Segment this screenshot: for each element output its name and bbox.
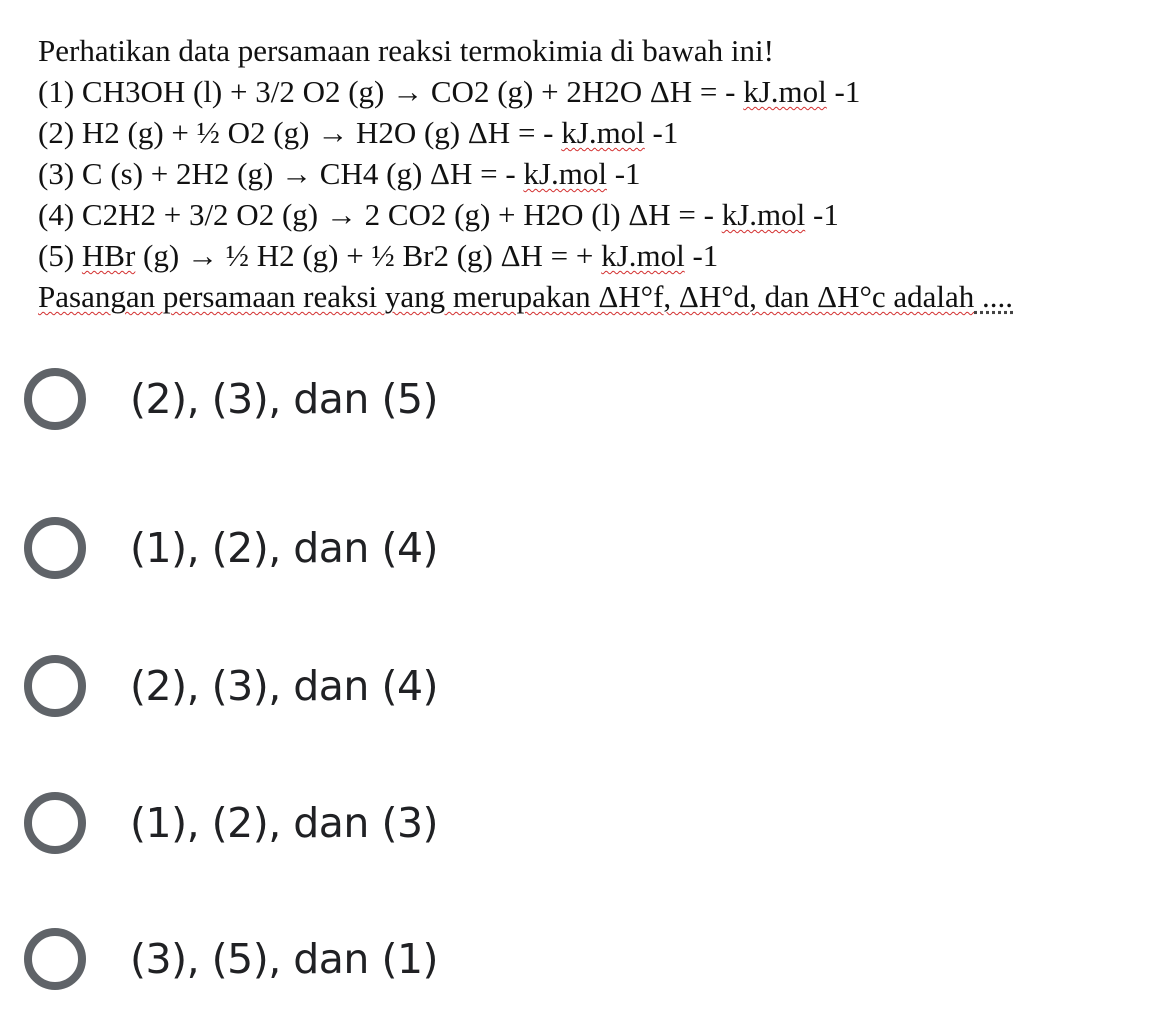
option-label: (1), (2), dan (4) [130,524,439,572]
question-text-segment: kJ.mol [601,238,685,273]
option-label: (2), (3), dan (5) [130,375,439,423]
option-3[interactable] [24,649,438,723]
option-2[interactable] [24,511,438,585]
question-text-segment: kJ.mol [523,156,607,191]
question-text-segment: -1 [644,115,679,150]
question-text-segment: kJ.mol [561,115,645,150]
radio-unchecked-icon[interactable] [24,655,86,717]
question-text-segment: (3) C (s) + 2H2 (g) → CH4 (g) ΔH = - [38,156,524,191]
question-text-segment: (4) C2H2 + 3/2 O2 (g) → 2 CO2 (g) + H2O (l) ΔH = - [38,197,722,232]
question-text-segment: HBr [81,238,136,273]
question-text-segment: -1 [684,238,719,273]
option-1[interactable] [24,362,438,436]
question-text-segment: -1 [606,156,641,191]
question-text-segment: kJ.mol [721,197,806,232]
option-label: (2), (3), dan (4) [130,662,439,710]
option-4[interactable] [24,786,438,860]
question-text-segment: kJ.mol [743,74,827,109]
option-5[interactable] [24,922,438,996]
radio-unchecked-icon[interactable] [24,928,86,990]
question-text-segment: (1) CH3OH (l) + 3/2 O2 (g) → CO2 (g) + 2H2O ΔH = - [38,74,744,109]
question-text-segment: (g) → ½ H2 (g) + ½ Br2 (g) ΔH = + [135,238,602,273]
question-text-segment: Pasangan persamaan reaksi yang merupakan ΔH°f, ΔH°d, dan ΔH°c adalah [38,279,975,314]
question-text-segment: .... [974,279,1014,314]
radio-unchecked-icon[interactable] [24,792,86,854]
option-label: (1), (2), dan (3) [130,799,439,847]
question-title: Perhatikan data persamaan reaksi termokimia di bawah ini! [38,33,774,68]
radio-unchecked-icon[interactable] [24,368,86,430]
radio-unchecked-icon[interactable] [24,517,86,579]
question-text-segment: -1 [826,74,861,109]
question-text-segment: -1 [805,197,839,232]
question-text-segment: (2) H2 (g) + ½ O2 (g) → H2O (g) ΔH = - [38,115,562,150]
option-label: (3), (5), dan (1) [130,935,439,983]
question-text-segment: (5) [38,238,82,273]
